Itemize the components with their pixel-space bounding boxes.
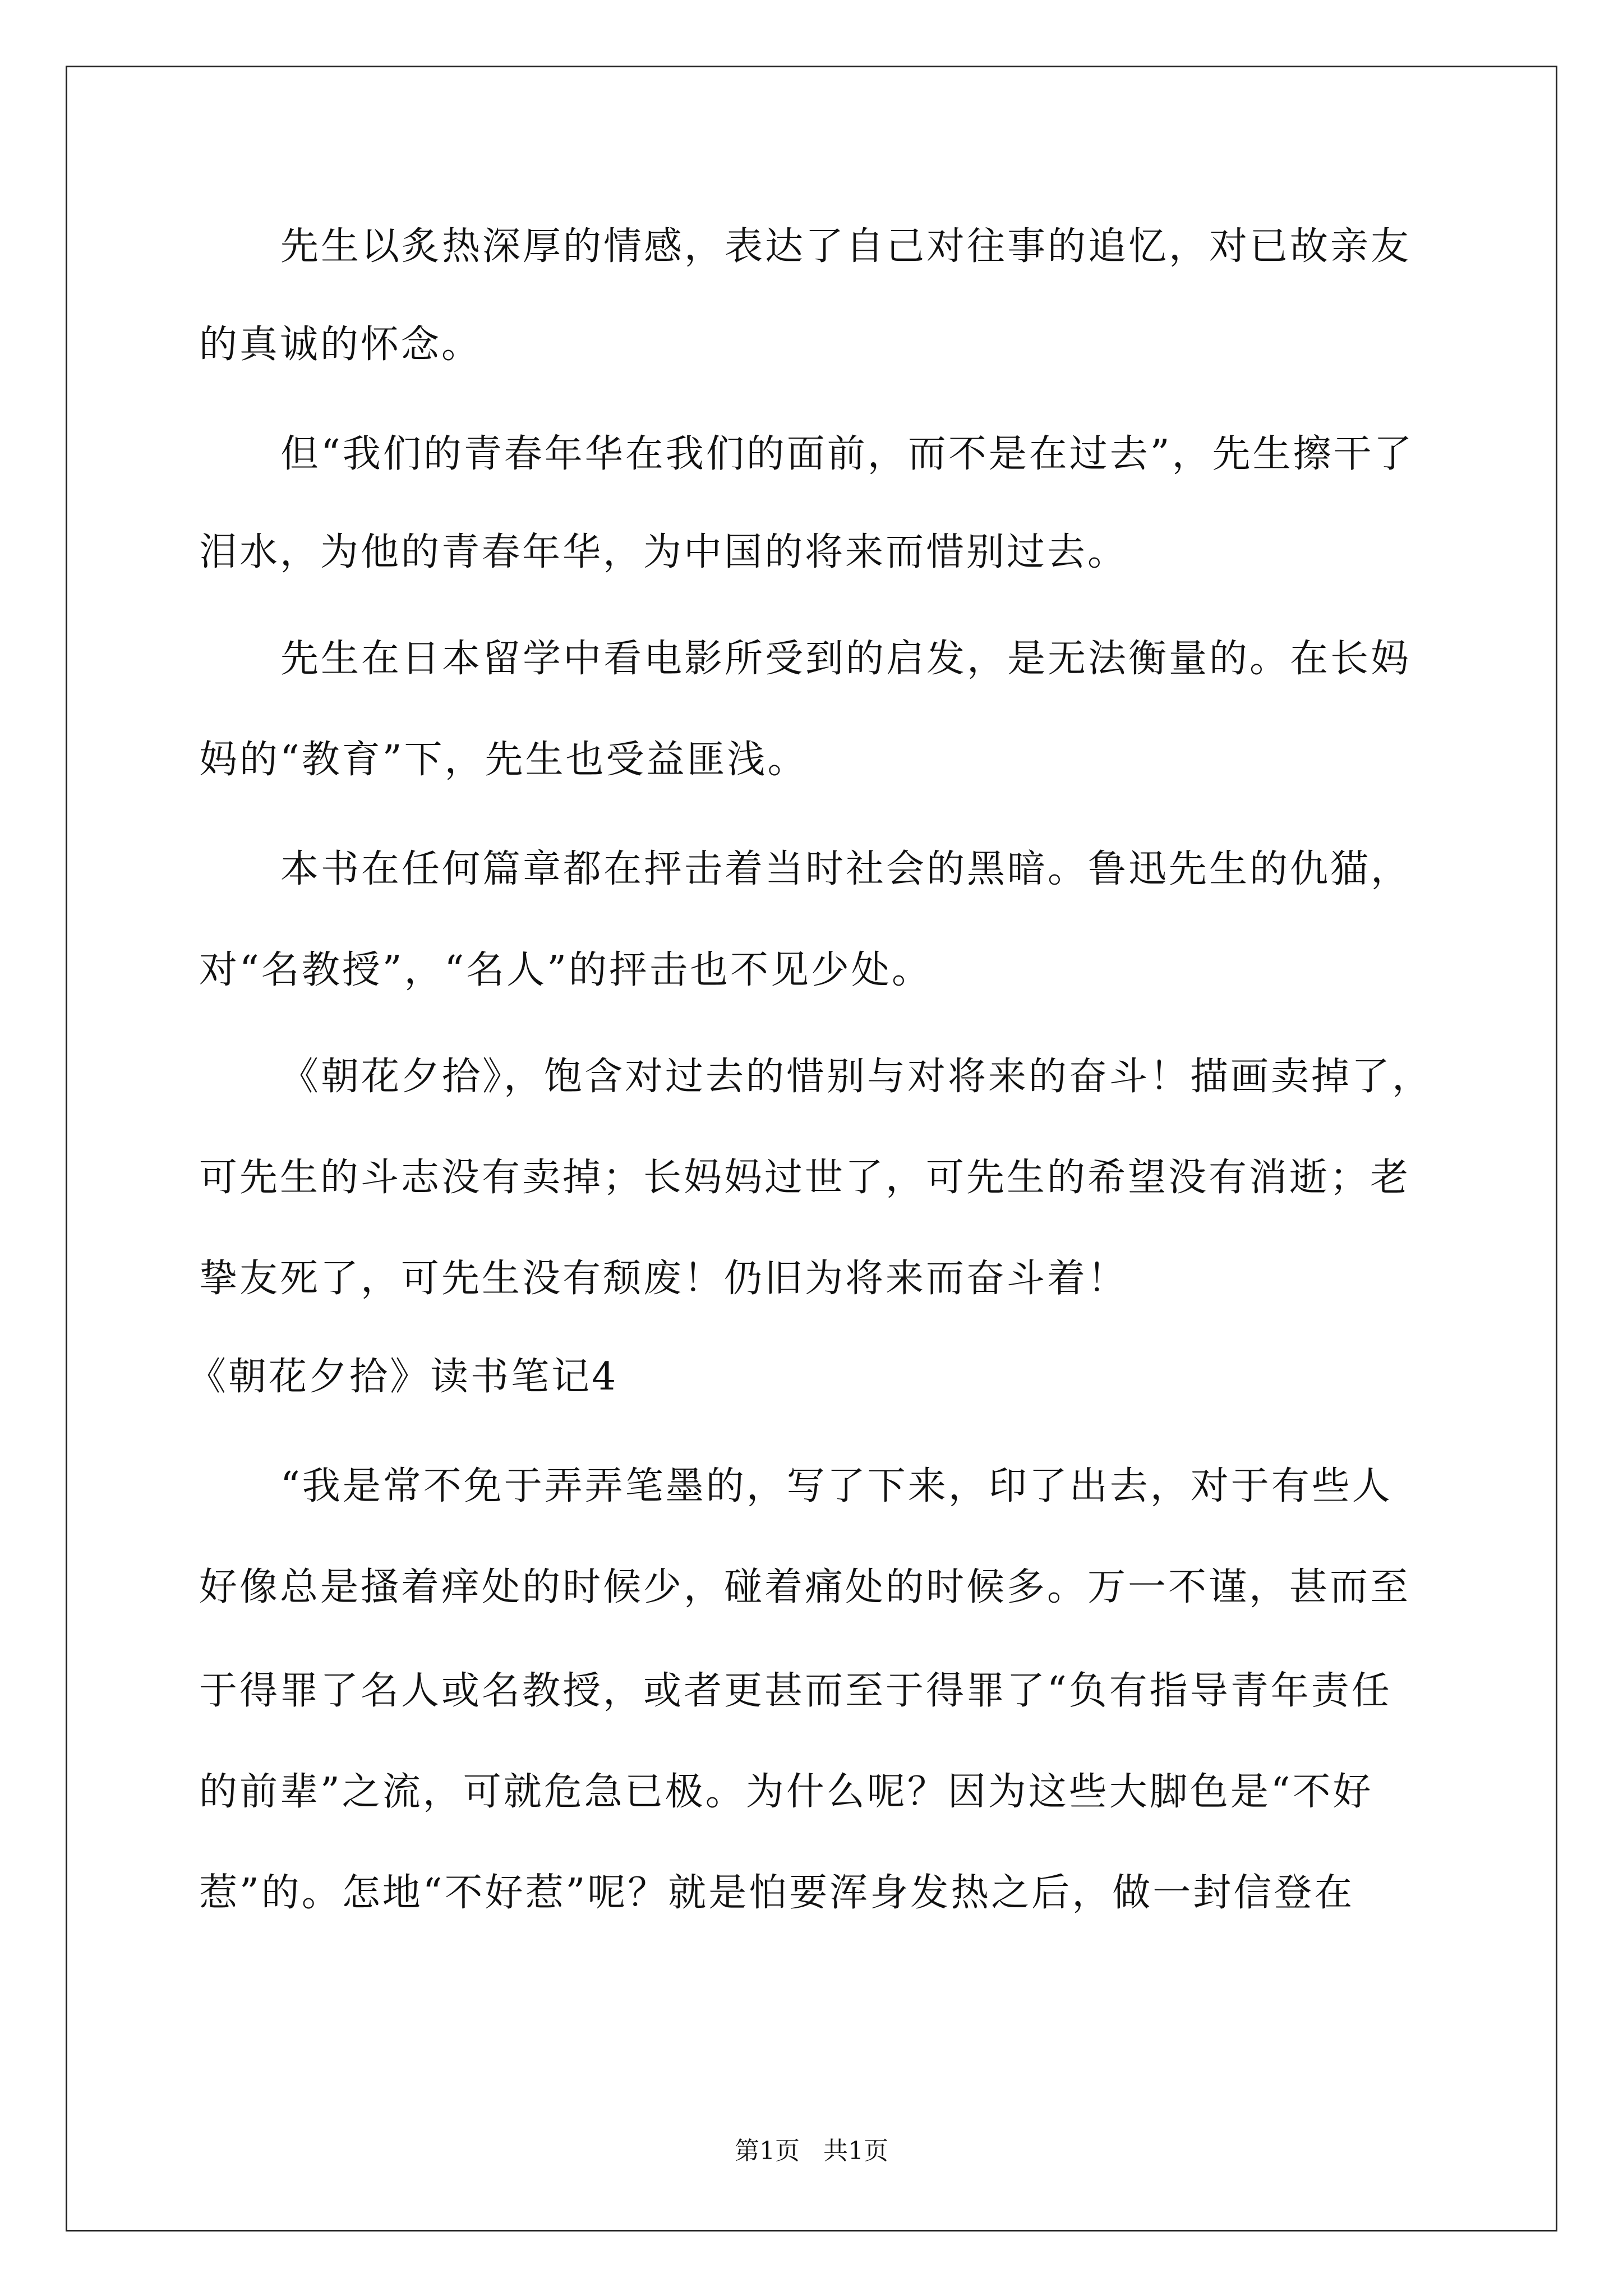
- paragraph-3-line-1: 先生在日本留学中看电影所受到的启发，是无法衡量的。在长妈: [280, 637, 1412, 681]
- paragraph-1-line-1: 先生以炙热深厚的情感，表达了自己对往事的追忆，对已故亲友: [280, 224, 1412, 269]
- paragraph-6-line-2: 好像总是搔着痒处的时候少，碰着痛处的时候多。万一不谨，甚而至: [199, 1565, 1411, 1609]
- paragraph-3-line-2: 妈的“教育”下，先生也受益匪浅。: [199, 738, 808, 782]
- paragraph-2-line-2: 泪水，为他的青春年华，为中国的将来而惜别过去。: [199, 530, 1128, 574]
- paragraph-6-line-1: “我是常不免于弄弄笔墨的，写了下来，印了出去，对于有些人: [280, 1464, 1393, 1508]
- paragraph-1-line-2: 的真诚的怀念。: [199, 323, 482, 367]
- paragraph-5-line-2: 可先生的斗志没有卖掉；长妈妈过世了，可先生的希望没有消逝；老: [199, 1156, 1411, 1200]
- paragraph-2-line-1: 但“我们的青春年华在我们的面前，而不是在过去”，先生擦干了: [280, 432, 1414, 476]
- paragraph-5-line-1: 《朝花夕拾》，饱含对过去的惜别与对将来的奋斗！描画卖掉了，: [280, 1055, 1433, 1099]
- section-heading: 《朝花夕拾》读书笔记4: [188, 1355, 619, 1399]
- paragraph-4-line-1: 本书在任何篇章都在抨击着当时社会的黑暗。鲁迅先生的仇猫，: [280, 847, 1412, 891]
- paragraph-6-line-3: 于得罪了名人或名教授，或者更甚而至于得罪了“负有指导青年责任: [199, 1669, 1392, 1713]
- paragraph-6-line-5: 惹”的。怎地“不好惹”呢？就是怕要浑身发热之后，做一封信登在: [199, 1871, 1355, 1915]
- page-footer: 第1页 共1页: [735, 2137, 888, 2165]
- paragraph-4-line-2: 对“名教授”，“名人”的抨击也不见少处。: [199, 948, 933, 992]
- paragraph-6-line-4: 的前辈”之流，可就危急已极。为什么呢？因为这些大脚色是“不好: [199, 1770, 1373, 1814]
- paragraph-5-line-3: 挚友死了，可先生没有颓废！仍旧为将来而奋斗着！: [199, 1257, 1128, 1301]
